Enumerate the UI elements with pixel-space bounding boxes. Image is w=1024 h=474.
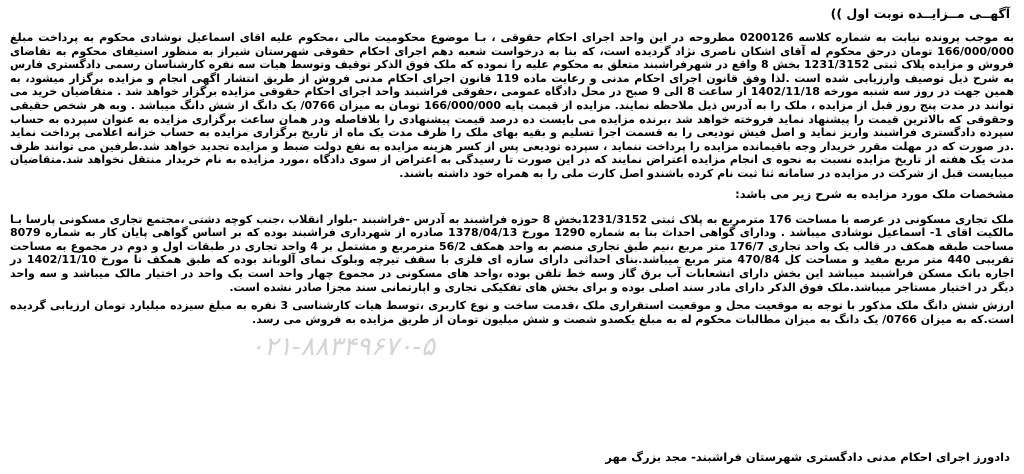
notice-title: آگهــی مــزایــده نوبت اول )) <box>830 6 1010 21</box>
property-specs-heading: مشخصات ملک مورد مزایده به شرح زیر می باشد: <box>735 186 1014 201</box>
valuation-paragraph: ارزش شش دانگ ملک مذکور با توجه به موقعیت محل و موقعیت استقراری ملک ،قدمت ساخت و نوع کاربری ،توسط هیات کارشناسی 3 نفره به مبلغ سیزده میلیارد تومان ارزیابی گردیده است.که به میزان 0766/ یک دانگ به میزان مطالبات محکوم له به مبلغ یکصدو شصت و شش میلیون تومان از طریق مزایده به فروش می رسد. <box>10 299 1014 326</box>
signature-line: دادورز اجرای احکام مدنی دادگستری شهرستان فراشبند- مجد بزرگ مهر <box>605 450 1010 464</box>
property-description: ملک تجاری مسکونی در عرصه با مساحت 176 مترمربع به پلاک ثبتی 1231/3152بخش 8 حوزه فراشبند به آدرس -فراشبند -بلوار انقلاب ،جنب کوچه دشتی ،مجتمع تجاری مسکونی پارسا بـا مالکیت اقای 1- اسماعیل نوشادی میباشد . ودارای گواهی احداث بنا به شماره 1290 مورخ 1378/04/13 صادره از شهرداری فراشبند بوده که بر اساس گواهی پایان کار به شماره 8079 مساحت طبقه همکف در قالب یک واحد تجاری 176/7 متر مربع ،نیم طبق تجاری منضم به واحد همکف 56/2 مترمربع و مشتمل بر 4 واحد تجاری در طبقات اول و دوم در مجموع به مساحت تقریبی 440 متر مربع مفید و مساحت کل 470/84 متر مربع میباشد.بنای احداثی دارای سازه ای فلزی با سقف تیرچه وبلوک نمای آلوباند بوده که طبق همکف تا مورخ 1402/11/10 در اجاره بانک مسکن فراشبند میباشد این بخش دارای انشعابات آب برق گاز وسه خط تلفن بوده ،واحد های مسکونی در مجموع چهار واحد است یک واحد در اختیار مالک میباشد و سه واحد دیگر در اختیار مستاجر میباشد.ملک فوق الذکر دارای مادر سند اصلی بوده و برای بخش های تفکیکی تجاری و اپارتمانی سند مجزا صادر نشده است. <box>10 212 1014 294</box>
phone-watermark: ۰۲۱-۸۸۳۴۹۶۷۰-۵ <box>250 332 436 362</box>
notice-paragraph-main: به موجب پرونده نیابت به شماره کلاسه 0200126 مطروحه در این واحد اجرای احکام حقوقی ، بـا موضوع محکومیت مالی ،محکوم علیه اقای اسماعیل نوشادی محکوم به پرداخت مبلغ 166/000/000 تومان درحق محکوم له آقای اشکان ناصری نژاد گردیده است، که بنا به درخواست شعبه دهم اجرای احکام حقوقی شهرستان شیراز به منظور استیفای محکوم به تقاضای فروش و مزایده پلاک ثبتی 1231/3152 بخش 8 واقع در شهرفراشبند متعلق به محکوم علیه را نموده که ملک فوق الذکر توقیف وتوسط هیات سه نفره کارشناسان رسمی دادگستری فارس به شرح ذیل توصیف وارزیابی شده است .لذا وفق قانون اجرای احکام مدنی و رعایت ماده 119 قانون اجرای احکام مدنی فروش از طریق انتشار اگهی انجام و مزایده برگزار میشود، به همین جهت در روز سه شنبه مورخه 1402/11/18 از ساعت 8 الی 9 صبح در محل دادگاه عمومی ،حقوقی فراشبند واحد اجرای احکام حقوقی مزایده برگزار خواهد شد . متقاضیان خرید می توانند در مدت پنج روز قبل از مزایده ، ملک را به آدرس ذیل ملاحظه نمایند. مزایده از قیمت پایه 166/000/000 تومان به میزان 0766/ یک دانگ از شش دانگ میباشد . وبه هر شخص حقیقی وحقوقی که بالاترین قیمت را پیشنهاد نماید فروخته خواهد شد ،برنده مزایده می بایست ده درصد قیمت پیشنهادی را بلافاصله ودر همان ساعت برگزاری مزایده به عنوان سپرده به حساب سپرده دادگستری فراشبند واریز نماید و اصل فیش تودیعی را به قسمت اجرا تسلیم و بقیه بهای ملک را ظرف مدت یک ماه از تاریخ برگزاری مزایده به حساب خزانه اعلامی پرداخت نماید .در صورت که در مهلت مقرر خریدار وجه باقیمانده مزایده را پرداخت ننماید ، سپرده تودیعی پس از کسر هزینه مزایده به نفع دولت ضبط و مزایده تجدید خواهد شد.طرفین می توانند ظرف مدت یک هفته از تاریخ مزایده نسبت به نحوه ی انجام مزایده اعتراض نمایند که در این صورت تا رسیدگی به اعتراض از سوی دادگاه ،مورد مزایده به نام خریدار منتقل نخواهد شد.متقاضیان میبایست قبل از شرکت در مزایده در سامانه ثنا ثبت نام کرده باشندو اصل کارت ملی را به همراه خود داشته باشند. <box>10 31 1015 180</box>
